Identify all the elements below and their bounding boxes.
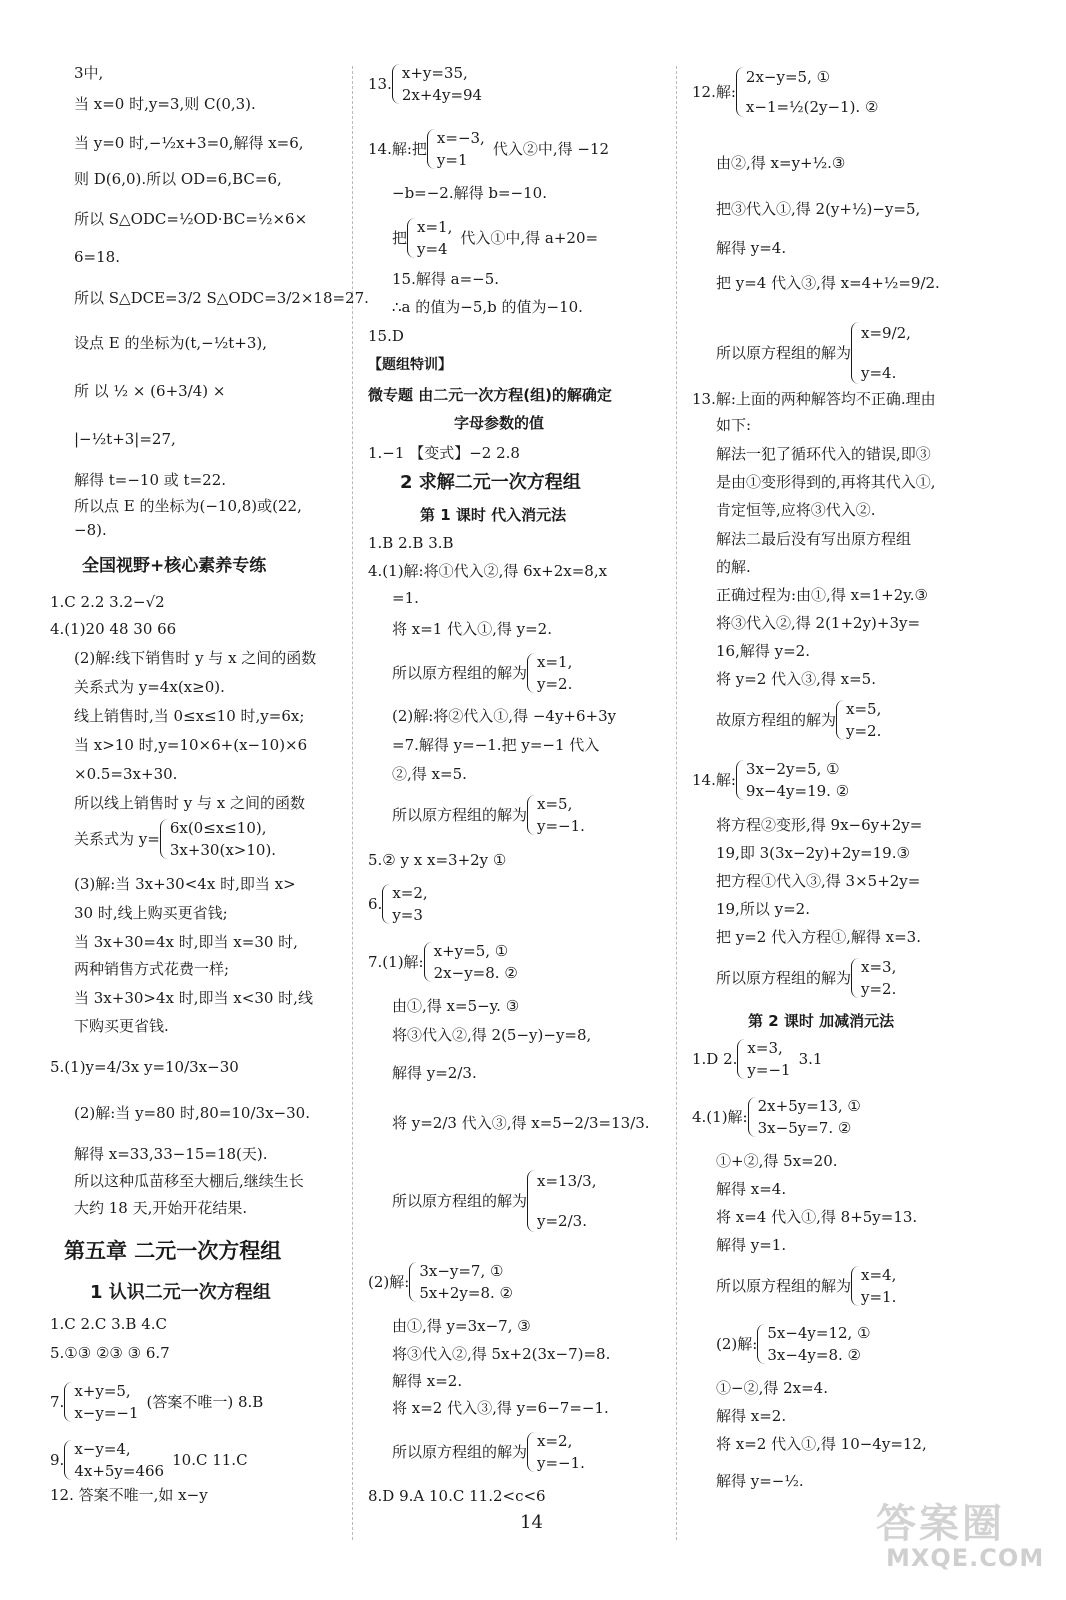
text-line: =1.	[392, 589, 419, 607]
equation-system: 所以原方程组的解为 x=1, y=2.	[392, 653, 573, 693]
equation-system: 故原方程组的解为 x=5, y=2.	[716, 700, 882, 740]
text-line: 解得 x=2.	[392, 1372, 463, 1390]
chapter-title: 第五章 二元一次方程组	[64, 1239, 282, 1263]
lesson-title: 第 2 课时 加减消元法	[748, 1012, 895, 1030]
column-divider	[676, 66, 677, 1540]
equation-system: 14.解: 3x−2y=5, ① 9x−4y=19. ②	[692, 760, 850, 800]
text-line: 将③代入②,得 2(1+2y)+3y=	[716, 614, 921, 632]
text-line: 关系式为 y=4x(x≥0).	[74, 678, 225, 696]
text-line: 将 x=2 代入①,得 10−4y=12,	[716, 1435, 927, 1453]
text-line: 将③代入②,得 5x+2(3x−7)=8.	[392, 1345, 611, 1363]
text-line: 15.解得 a=−5.	[392, 270, 500, 288]
text-line: ∴a 的值为−5,b 的值为−10.	[392, 298, 583, 316]
text-line: 把③代入①,得 2(y+½)−y=5,	[716, 200, 921, 218]
text-line: 由①,得 y=3x−7, ③	[392, 1317, 531, 1335]
text-line: 是由①变形得到的,再将其代入①,	[716, 473, 936, 491]
text-line: 5.(1)y=4/3x y=10/3x−30	[50, 1058, 239, 1076]
brace-symbol	[392, 64, 402, 104]
brace-symbol	[527, 795, 537, 835]
equation-system: 7. x+y=5, x−y=−1 (答案不唯一) 8.B	[50, 1382, 264, 1422]
text-line: 将 x=2 代入③,得 y=6−7=−1.	[392, 1399, 609, 1417]
equation-system: (2)解: 5x−4y=12, ① 3x−4y=8. ②	[716, 1324, 871, 1364]
brace-symbol	[851, 322, 861, 384]
equation-system: 关系式为 y= 6x(0≤x≤10), 3x+30(x>10).	[74, 819, 277, 859]
text-line: 解得 y=4.	[716, 239, 787, 257]
brace-symbol	[527, 1432, 537, 1472]
equation-system: 7.(1)解: x+y=5, ① 2x−y=8. ②	[368, 942, 518, 982]
text-line: 所以 S△ODC=½OD·BC=½×6×	[74, 210, 308, 228]
text-line: (2)解:线下销售时 y 与 x 之间的函数	[74, 649, 317, 667]
text-line: 将 x=1 代入①,得 y=2.	[392, 620, 552, 638]
equation-system: 9. x−y=4, 4x+5y=466 10.C 11.C	[50, 1440, 248, 1480]
text-line: (2)解:将②代入①,得 −4y+6+3y	[392, 707, 617, 725]
text-line: (3)解:当 3x+30<4x 时,即当 x>	[74, 875, 296, 893]
brace-symbol	[851, 1266, 861, 1306]
text-line: 把 y=2 代入方程①,解得 x=3.	[716, 928, 921, 946]
brace-symbol	[836, 700, 846, 740]
section-title: 2 求解二元一次方程组	[400, 472, 581, 493]
brace-symbol	[407, 218, 417, 258]
text-line: 把 y=4 代入③,得 x=4+½=9/2.	[716, 274, 940, 292]
text-line: 19,所以 y=2.	[716, 900, 810, 918]
text-line: 解得 x=33,33−15=18(天).	[74, 1145, 268, 1163]
brace-symbol	[757, 1324, 767, 1364]
equation-system: 所以原方程组的解为 x=9/2, y=4.	[716, 324, 911, 382]
text-line: 4.(1)解:将①代入②,得 6x+2x=8,x	[368, 562, 608, 580]
text-line: 当 x=0 时,y=3,则 C(0,3).	[74, 95, 256, 113]
equation-system: 6. x=2, y=3	[368, 884, 428, 924]
text-line: ②,得 x=5.	[392, 765, 467, 783]
text-line: 1.−1 【变式】−2 2.8	[368, 444, 520, 462]
text-line: 5.①③ ②③ ③ 6.7	[50, 1344, 170, 1362]
text-line: 如下:	[716, 416, 752, 434]
watermark-logo	[876, 1492, 1046, 1578]
text-line: 解得 y=−½.	[716, 1472, 804, 1490]
text-line: 12. 答案不唯一,如 x−y	[50, 1486, 208, 1504]
brace-symbol	[736, 760, 746, 800]
text-line: 所以点 E 的坐标为(−10,8)或(22,	[74, 497, 302, 515]
text-line: 解得 x=2.	[716, 1407, 787, 1425]
text-line: 当 3x+30>4x 时,即当 x<30 时,线	[74, 989, 313, 1007]
text-line: ①+②,得 5x=20.	[716, 1152, 838, 1170]
text-line: 16,解得 y=2.	[716, 642, 810, 660]
text-line: −b=−2.解得 b=−10.	[392, 184, 547, 202]
equation-system: 1.D 2. x=3, y=−1 3.1	[692, 1039, 823, 1079]
brace-symbol	[382, 884, 392, 924]
text-line: 当 3x+30=4x 时,即当 x=30 时,	[74, 933, 298, 951]
text-line: 解得 y=2/3.	[392, 1064, 477, 1082]
text-line: 所 以 ½ × (6+3/4) ×	[74, 382, 226, 400]
text-line: 8.D 9.A 10.C 11.2<c<6	[368, 1487, 546, 1505]
text-line: 将 x=4 代入①,得 8+5y=13.	[716, 1208, 918, 1226]
brace-symbol	[409, 1262, 419, 1302]
brace-symbol	[64, 1382, 74, 1422]
text-line: =7.解得 y=−1.把 y=−1 代入	[392, 736, 600, 754]
text-line: 4.(1)20 48 30 66	[50, 620, 177, 638]
text-line: −8).	[74, 521, 107, 539]
text-line: 正确过程为:由①,得 x=1+2y.③	[716, 586, 928, 604]
lesson-title: 第 1 课时 代入消元法	[420, 506, 567, 524]
text-line: 解法一犯了循环代入的错误,即③	[716, 445, 931, 463]
brace-symbol	[527, 1170, 537, 1232]
equation-system: 14.解:把 x=−3, y=1 代入②中,得 −12	[368, 129, 610, 169]
equation-system: 所以原方程组的解为 x=13/3, y=2/3.	[392, 1172, 597, 1230]
equation-system: 所以原方程组的解为 x=5, y=−1.	[392, 795, 585, 835]
text-line: 1.C 2.2 3.2−√2	[50, 593, 165, 611]
section-heading: 全国视野+核心素养专练	[82, 556, 267, 576]
brace-symbol	[427, 129, 437, 169]
text-line: ①−②,得 2x=4.	[716, 1379, 828, 1397]
brace-symbol	[748, 1097, 758, 1137]
text-line: 由②,得 x=y+½.③	[716, 154, 846, 172]
text-line: 将 y=2 代入③,得 x=5.	[716, 670, 876, 688]
page-number: 14	[520, 1512, 543, 1533]
text-line: 所以这种瓜苗移至大棚后,继续生长	[74, 1172, 304, 1190]
topic-title: 字母参数的值	[454, 414, 545, 432]
text-line: |−½t+3|=27,	[74, 430, 176, 448]
text-line: 将方程②变形,得 9x−6y+2y=	[716, 816, 923, 834]
text-line: 解得 y=1.	[716, 1236, 787, 1254]
brace-symbol	[527, 653, 537, 693]
brace-symbol	[64, 1440, 74, 1480]
text-line: 3中,	[74, 64, 104, 82]
text-line: 线上销售时,当 0≤x≤10 时,y=6x;	[74, 707, 305, 725]
equation-system: 4.(1)解: 2x+5y=13, ① 3x−5y=7. ②	[692, 1097, 861, 1137]
section-title: 1 认识二元一次方程组	[90, 1282, 271, 1303]
brace-symbol	[736, 67, 746, 117]
tag-label: 【题组特训】	[368, 357, 452, 373]
text-line: 13.解:上面的两种解答均不正确.理由	[692, 390, 936, 408]
brace-symbol	[851, 958, 861, 998]
equation-system: (2)解: 3x−y=7, ① 5x+2y=8. ②	[368, 1262, 513, 1302]
text-line: 1.C 2.C 3.B 4.C	[50, 1315, 168, 1333]
text-line: 15.D	[368, 327, 404, 345]
text-line: 19,即 3(3x−2y)+2y=19.③	[716, 844, 910, 862]
text-line: 当 y=0 时,−½x+3=0,解得 x=6,	[74, 134, 304, 152]
text-line: 解法二最后没有写出原方程组	[716, 530, 912, 548]
text-line: 下购买更省钱.	[74, 1017, 169, 1035]
equation-system: 所以原方程组的解为 x=4, y=1.	[716, 1266, 897, 1306]
brace-symbol	[424, 942, 434, 982]
text-line: 1.B 2.B 3.B	[368, 534, 454, 552]
text-line: 6=18.	[74, 248, 120, 266]
text-line: 所以线上销售时 y 与 x 之间的函数	[74, 794, 306, 812]
equation-system: 所以原方程组的解为 x=3, y=2.	[716, 958, 897, 998]
text-line: 肯定恒等,应将③代入②.	[716, 501, 876, 519]
text-line: 把方程①代入③,得 3×5+2y=	[716, 872, 921, 890]
watermark-logo-text: 答案圈	[876, 1501, 1005, 1547]
text-line: 将 y=2/3 代入③,得 x=5−2/3=13/3.	[392, 1114, 650, 1132]
brace-symbol	[737, 1039, 747, 1079]
text-line: 解得 x=4.	[716, 1180, 787, 1198]
equation-system: 12.解: 2x−y=5, ① x−1=½(2y−1). ②	[692, 68, 879, 116]
text-line: (2)解:当 y=80 时,80=10/3x−30.	[74, 1104, 310, 1122]
text-line: 两种销售方式花费一样;	[74, 960, 230, 978]
text-line: 大约 18 天,开始开花结果.	[74, 1199, 248, 1217]
text-line: 5.② y x x=3+2y ①	[368, 851, 507, 869]
topic-title: 微专题 由二元一次方程(组)的解确定	[368, 386, 612, 404]
text-line: 将③代入②,得 2(5−y)−y=8,	[392, 1026, 592, 1044]
equation-system: 13. x+y=35, 2x+4y=94	[368, 64, 483, 104]
text-line: 解得 t=−10 或 t=22.	[74, 471, 227, 489]
text-line: 则 D(6,0).所以 OD=6,BC=6,	[74, 170, 282, 188]
text-line: 由①,得 x=5−y. ③	[392, 997, 520, 1015]
equation-system: 把 x=1, y=4 代入①中,得 a+20=	[392, 218, 599, 258]
text-line: 30 时,线上购买更省钱;	[74, 904, 228, 922]
text-line: 当 x>10 时,y=10×6+(x−10)×6	[74, 736, 308, 754]
text-line: 所以 S△DCE=3/2 S△ODC=3/2×18=27.	[74, 289, 369, 307]
watermark-site-text: MXQE.COM	[886, 1544, 1045, 1572]
equation-system: 所以原方程组的解为 x=2, y=−1.	[392, 1432, 585, 1472]
text-line: ×0.5=3x+30.	[74, 765, 178, 783]
brace-symbol	[160, 819, 170, 859]
text-line: 设点 E 的坐标为(t,−½t+3),	[74, 334, 268, 352]
text-line: 的解.	[716, 558, 751, 576]
